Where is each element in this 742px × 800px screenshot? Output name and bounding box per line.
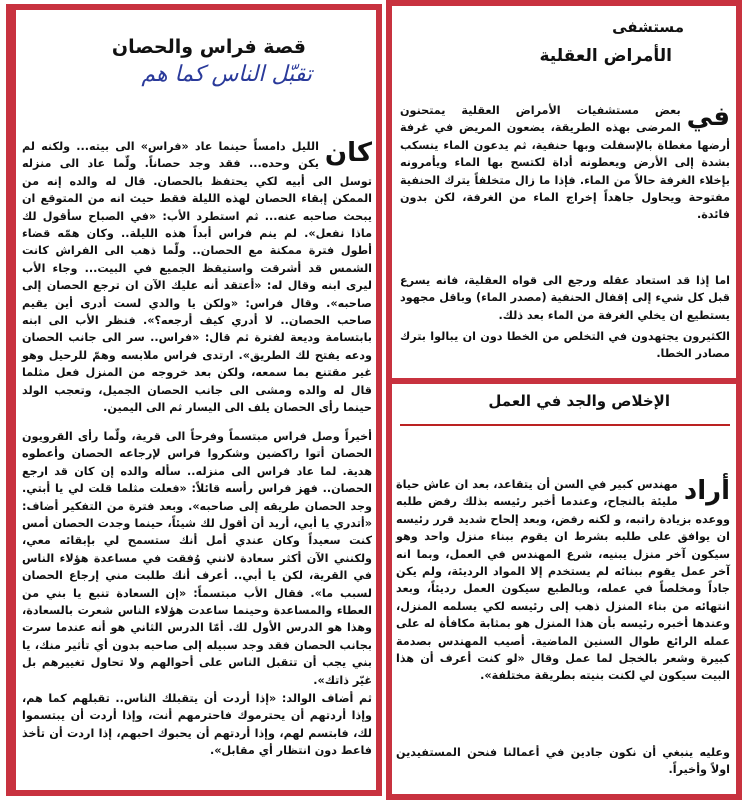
story-panel <box>6 4 382 796</box>
hospital-panel <box>386 0 742 390</box>
story-title: قصة فراس والحصان <box>111 36 306 58</box>
work-body <box>396 476 730 685</box>
story-handwritten-subtitle: تقبّل الناس كما هم <box>141 62 312 87</box>
work-drop-word: أراد <box>683 476 730 506</box>
work-paragraph-2: وعليه ينبغي أن نكون جادين في أعمالنا فنحن المستفيدين اولاً وأخيراً. <box>396 746 730 777</box>
story-paragraph-3: ثم أضاف الوالد: «إذا أردت أن يتقبلك الناس.. تقبلهم كما هم، وإذا أردتهم أن يحترموك فاحترمهم أنت، وإذا أردت أن يبتسموا لك، فابتسم لهم، وإذا أردتهم أن يحبوك احبهم، إذا اردت أن تأخذ فاعط دون انتظار أي مقابل». <box>22 692 372 758</box>
work-paragraph-1: مهندس كبير في السن أن يتقاعد، بعد ان عاش حياة مليئة بالنجاح، وعندما أخبر رئيسه بذلك رفض طلبه ووعده بزيادة راتبه، و لكنه رفض، وبعد إلحاح شديد قرر رئيسه ان يوافق على طلبه بشرط ان يقوم ببناء منزل واحد وهو سيكون آخر منزل يبنيه، شرع المهندس في العمل، وبما انه آخر عمل يقوم ببنائه لم يستخدم إلا المواد الرديئة، ولم يكن جاداً ومخلصاً في عمله، وبالطبع سيكون العمل رديئاً، وبعد انتهائه من بناء المنزل ذهب إلى رئيسه لكي يسلمه المنزل، وعندها أخبره رئيسه بأن هذا المنزل هو بمثابة مكافأة له على عمله الرائع طوال السنين الماضية. أصيب المهندس بصدمة كبيرة وشعر بالخجل لما عمل وقال «لو كنت أعرف أن هذا البيت سيكون لي لكنت بنيته بطريقة مختلفة». <box>396 478 730 683</box>
hospital-subtitle: الأمراض العقلية <box>539 46 672 66</box>
work-title-rule <box>400 424 730 426</box>
story-paragraph-2: أخيراً وصل فراس مبتسماً وفرحاً الى قرية، ولّما رأى القرويون الحصان أتوا راكضين وشكروا فراس لإرجاعه الحصان وأعطوه هدية. لما عاد فراس الى منزله.. سأله والده إن كان قد ارجع الحصان.. فهز فراس رأسه قائلاً: «فعلت مثلما قلت لي يا أبتي. وجد الحصان طريقه إلى صاحبه». وبعد فترة من التفكير أضاف: «أتدري يا أبي، أريد أن أقول لك شيئاً، حينما وجدت الحصان أمس كنت سعيداً وكان عندي أمل أنك ستسمح لي بإبقائه معي، ولكنني الآن أكثر سعادة لانني وُفقت في مساعدة هؤلاء الناس في القرية، لكن يا أبي.. أعرف أنك طلبت مني إرجاع الحصان لسبب ما». فقال الأب مبتسماً: «إن السعادة تنبع يا بني من العطاء والمساعدة وحينما ساعدت هؤلاء الناس شعرت بالسعادة، وهذا هو الدرس الأول لك. أمّا الدرس الثاني هو أنه عندما سرت بجانب الحصان فقد وجد سبيله إلى صاحبه بدون أي تأثير منك، يا بني يجب أن تتقبل الناس على أحوالهم ولا تحاول تغييرهم بل غيّر ذاتك». <box>22 430 372 687</box>
work-title: الإخلاص والجد في العمل <box>488 392 670 410</box>
story-paragraph-1: الليل دامساً حينما عاد «فراس» الى بيته... ولكنه لم يكن وحده... فقد وجد حصاناً. ولّما عاد الى منزله توسل الى أبيه لكي يحتفظ بالحصان. قال له والده إنه من الممكن إبقاء الحصان لهذه الليلة فقط حيث انه من المتوقع ان يبحث صاحبه عنه... ثم استطرد الأب: «في الصباح سأقول لك ماذا نفعل». لم ينم فراس أبداً هذه الليلة.. وكان همّه قضاء أطول فترة ممكنة مع الحصان.. ولّما ذهب الى الفراش كانت الشمس قد أشرقت واستيقظ الجميع في البيت... وجاء الأب ليرى ابنه وقال له: «أعتقد أنه عليك الآن ان ترجع الحصان إلى صاحبه». وقال فراس: «ولكن يا والدي لست أدرى أين يقيم صاحب الحصان.. لا أدري كيف أرجعه؟». فنظر الأب الى ابنه بابتسامة وديعة لفترة ثم قال: «فراس.. سر الى جانب الحصان ودعه يفتح لك الطريق». ارتدى فراس ملابسه وهمّ للرحيل وهو غير مقتنع بما سمعه، ولكن بعد خروجه من المنزل فعل مثلما قال له والده ومشى الى جانب الحصان الجميل، وتعجب الولد حينما رأى الحصان يلف الى اليسار ثم الى اليمين. <box>22 140 372 415</box>
hospital-paragraph-1: بعض مستشفيات الأمراض العقلية يمتحنون المرضى بهذه الطريقة، يضعون المريض في غرفة أرضها مغطاة بالإسفلت وبها حنفية، ثم يدعون الماء ينسكب بشدة إلى الأرض ويعطونه أداة لكتسح بها الماء ويأمرونه بإخلاء الغرفة حالاً من الماء. فإذا ما زال متخلفاً يترك الحنفية مفتوحة ويحاول جاهداً إخراج الماء من الغرفة، لكن بدون فائدة. <box>400 104 730 222</box>
hospital-paragraph-3: الكثيرون يجتهدون في التخلص من الخطا دون ان يبالوا بترك مصادر الخطا. <box>400 330 730 361</box>
story-drop-word: كان <box>324 138 372 168</box>
work-panel <box>386 378 742 800</box>
hospital-body <box>400 102 730 224</box>
hospital-paragraph-2: اما إذا قد استعاد عقله ورجع الى قواه العقلية، فانه يسرع قبل كل شيء إلى إقفال الحنفية (مصدر الماء) وباقل مجهود يستطيع ان يخلي الغرفة من الماء بعد ذلك. <box>400 274 730 322</box>
hospital-title: مستشفى <box>612 18 684 36</box>
hospital-drop-word: في <box>686 102 730 132</box>
story-body <box>22 138 372 417</box>
